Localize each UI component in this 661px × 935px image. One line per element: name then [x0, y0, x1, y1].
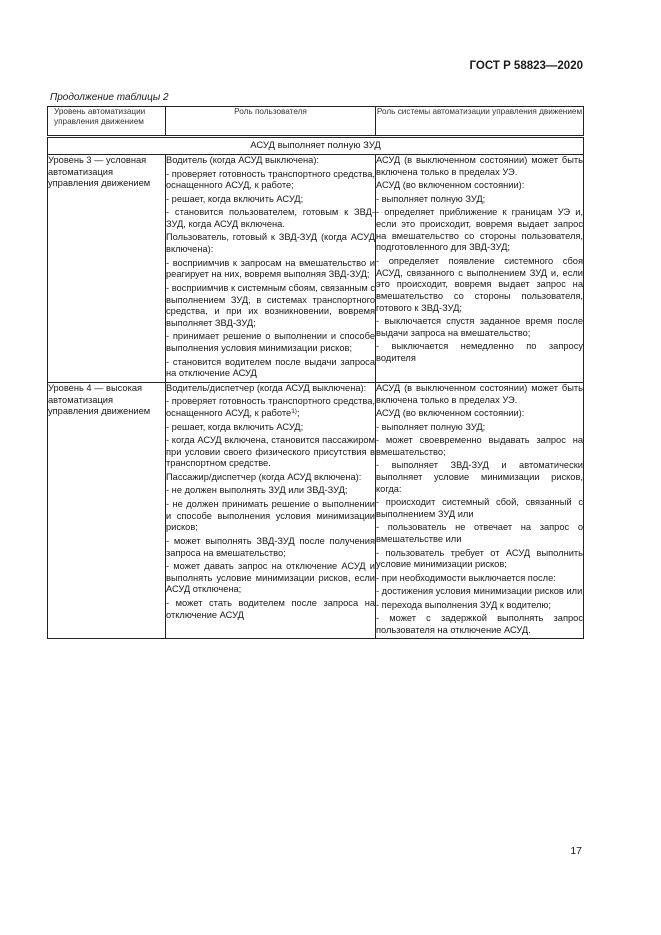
level-3-label: Уровень 3 — условная автоматизация управления движением [48, 155, 166, 383]
page-number: 17 [570, 845, 582, 857]
list-item: - пользователь не отвечает на запрос о вмешательстве или [376, 522, 583, 545]
list-item: АСУД (в выключенном состоянии) может быть включена только в пределах УЭ. [376, 155, 583, 177]
list-item: - решает, когда включить АСУД; [166, 421, 304, 432]
list-item: Пользователь, готовый к ЗВД-ЗУД (когда АСУД включена): [166, 232, 375, 255]
list-item: - когда АСУД включена, становится пассажиром при условии своего физического присутствия в транспортном средстве. [166, 435, 375, 469]
level-4-system-role [376, 382, 584, 639]
table-header-row [48, 107, 584, 137]
list-item: Пассажир/диспетчер (когда АСУД включена): [166, 471, 362, 482]
level-4-label: Уровень 4 — высокая автоматизация управления движением [48, 382, 166, 639]
list-item: - становится пользователем, готовым к ЗВД-ЗУД, когда АСУД включена. [166, 207, 375, 229]
document-standard-header: ГОСТ Р 58823—2020 [469, 60, 583, 72]
list-item: - пользователь требует от АСУД выполнить условие минимизации рисков; [376, 547, 583, 570]
list-item: АСУД (во включенном состоянии): [376, 180, 525, 191]
level-3-user-role [166, 155, 376, 383]
list-item: - перехода выполнения ЗУД к водителю; [376, 599, 551, 610]
list-item: - может стать водителем после запроса на отключение АСУД [166, 597, 375, 620]
list-item: - выключается немедленно по запросу водителя [376, 341, 583, 364]
list-item: - не должен выполнять ЗУД или ЗВД-ЗУД; [166, 485, 348, 496]
table-row [48, 382, 584, 639]
list-item: - достижения условия минимизации рисков или [376, 586, 583, 597]
list-item: - принимает решение о выполнении и способе выполнения условия минимизации рисков; [166, 331, 375, 354]
list-item: - не должен принимать решение о выполнении и способе выполнения условия минимизации рисков; [166, 498, 375, 533]
list-item: - может с задержкой выполнять запрос пользователя на отключение АСУД. [376, 613, 583, 635]
list-item: - восприимчив к запросам на вмешательство и реагирует на них, вовремя выполняя ЗВД-ЗУД; [166, 257, 375, 280]
list-item: - происходит системный сбой, связанный с выполнением ЗУД или [376, 497, 583, 519]
list-item: - может своевременно выдавать запрос на вмешательство; [376, 435, 583, 457]
level-3-system-role [376, 155, 584, 383]
list-item: АСУД (в выключенном состоянии) может быть включена только в пределах УЭ. [376, 382, 583, 405]
list-item [166, 396, 375, 419]
automation-levels-table [47, 106, 584, 639]
list-item: - выполняет полную ЗУД; [376, 193, 486, 204]
list-item: АСУД (во включенном состоянии): [376, 408, 525, 419]
list-item: - восприимчив к системным сбоям, связанным с выполнением ЗУД, в системах транспортного средства, и при их возникновении, вовремя выполняет ЗВД-ЗУД; [166, 282, 375, 328]
level-4-user-role [166, 382, 376, 639]
list-item: Водитель (когда АСУД выключена): [166, 155, 319, 165]
list-item: - при необходимости выключается после: [376, 572, 556, 583]
list-item-text: - проверяет готовность транспортного средства, оснащенного АСУД, к работе [166, 396, 375, 419]
list-item: - может давать запрос на отключение АСУД и выполнять условие минимизации рисков, если АСУД отключена; [166, 561, 375, 595]
span-row-label: АСУД выполняет полную ЗУД [48, 137, 584, 155]
list-item: - решает, когда включить АСУД; [166, 193, 304, 204]
list-item: - определяет появление системного сбоя АСУД, связанного с выполнением ЗУД и, если это происходит, вовремя выдает запрос на вмешательство со стороны пользователя, готового к ЗВД-ЗУД; [376, 255, 583, 313]
table-row [48, 155, 584, 383]
list-item: - становится водителем после выдачи запроса на отключение АСУД [166, 356, 375, 379]
table-caption: Продолжение таблицы 2 [50, 92, 169, 103]
list-item: - выполняет полную ЗУД; [376, 421, 486, 432]
list-item: - может выполнять ЗВД-ЗУД после получения запроса на вмешательство; [166, 535, 375, 558]
list-item: - определяет приближение к границам УЭ и, если это происходит, вовремя выдает запрос на вмешательство со стороны пользователя, подготовленного для ЗВД-ЗУД; [376, 207, 583, 253]
table-span-row [48, 137, 584, 155]
list-item: - выключается спустя заданное время после выдачи запроса на вмешательство; [376, 316, 583, 338]
column-header-level: Уровень автоматизации управления движением [48, 107, 166, 137]
list-item-punctuation: ; [296, 408, 300, 419]
column-header-system-role: Роль системы автоматизации управления движением [376, 107, 584, 137]
list-item: - выполняет ЗВД-ЗУД и автоматически выполняет условие минимизации рисков, когда: [376, 460, 583, 494]
column-header-user-role: Роль пользователя [166, 107, 376, 137]
list-item: - проверяет готовность транспортного средства, оснащенного АСУД, к работе; [166, 168, 375, 191]
list-item: Водитель/диспетчер (когда АСУД выключена): [166, 382, 367, 393]
footnote-marker: 1) [291, 408, 297, 416]
